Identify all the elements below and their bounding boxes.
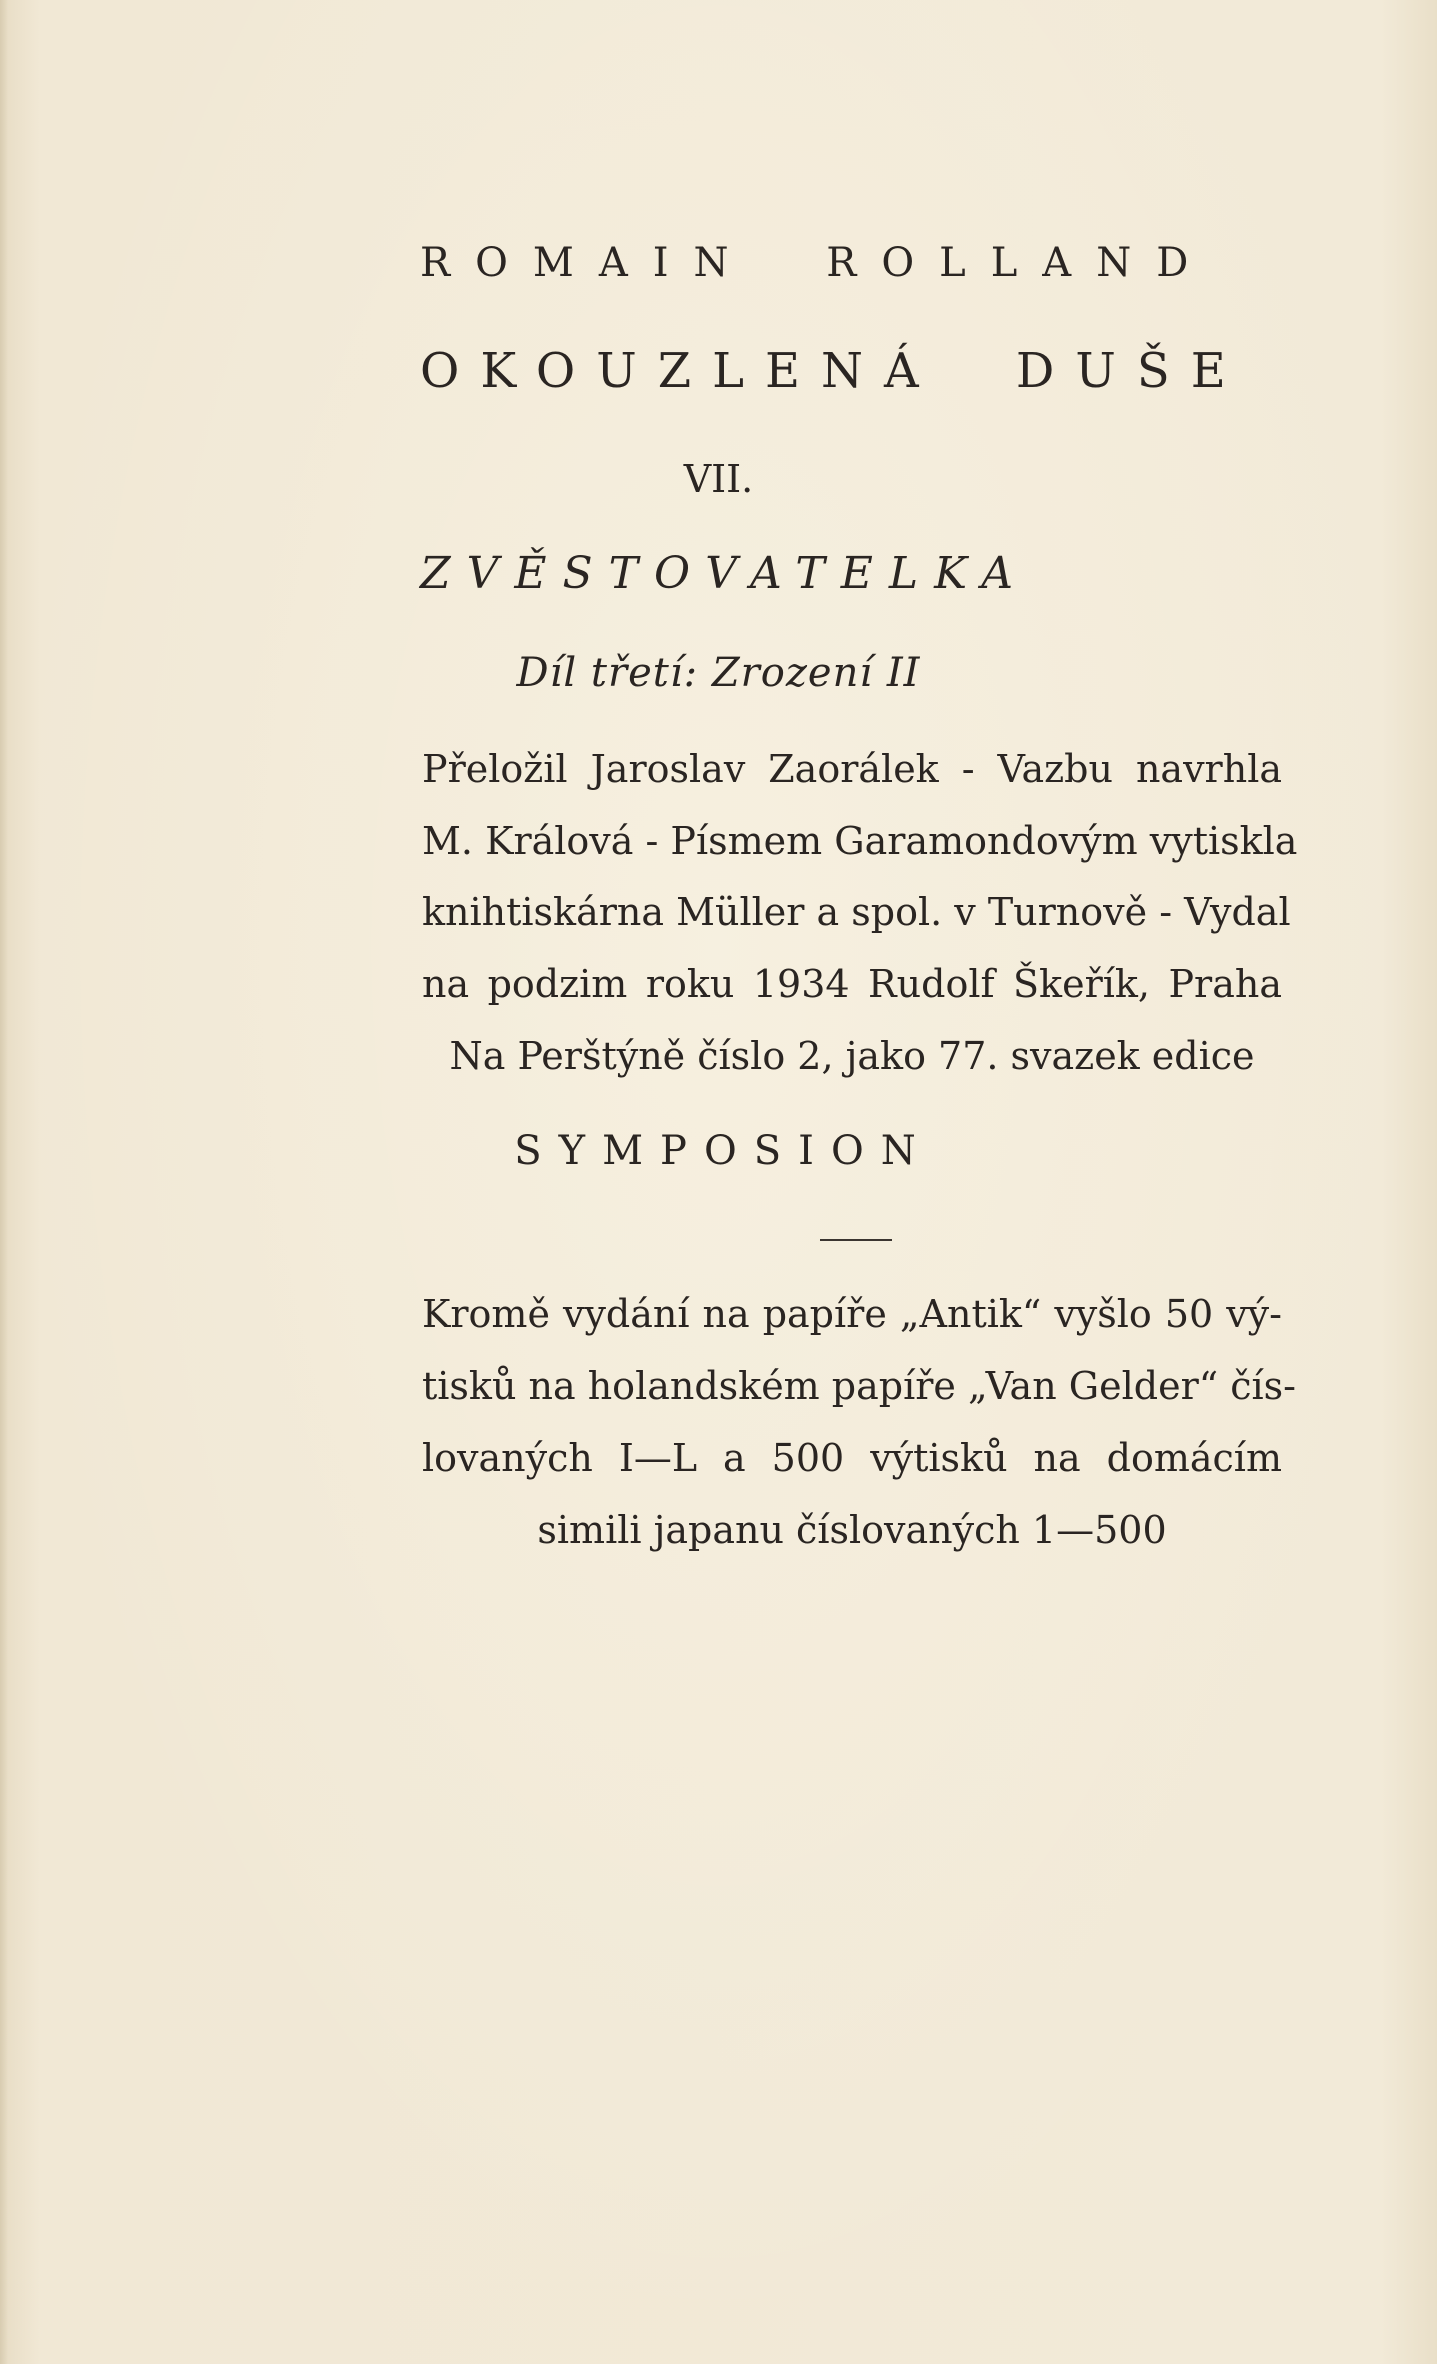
volume-subtitle: ZVĚSTOVATELKA bbox=[420, 548, 1029, 599]
book-title: OKOUZLENÁ DUŠE bbox=[420, 343, 1247, 399]
edition-note-line: simili japanu číslovaných 1—500 bbox=[537, 1508, 1167, 1552]
imprint-line: na podzim roku 1934 Rudolf Škeřík, Praha bbox=[422, 962, 1282, 1006]
edition-note-line: tisků na holandském papíře „Van Gelder“ čís- bbox=[422, 1364, 1297, 1408]
part-title: Díl třetí: Zrození II bbox=[516, 650, 921, 696]
edition-note-line: Kromě vydání na papíře „Antik“ vyšlo 50 vý- bbox=[422, 1292, 1282, 1336]
edition-name: SYMPOSION bbox=[514, 1128, 933, 1174]
edition-note-line: lovaných I—L a 500 výtisků na domácím bbox=[422, 1436, 1282, 1480]
imprint-line: knihtiskárna Müller a spol. v Turnově - Vydal bbox=[422, 890, 1291, 934]
page-left-edge bbox=[0, 0, 8, 2364]
imprint-line: Na Perštýně číslo 2, jako 77. svazek edice bbox=[449, 1034, 1255, 1078]
volume-number: VII. bbox=[683, 457, 754, 501]
imprint-line: M. Králová - Písmem Garamondovým vytiskla bbox=[422, 819, 1298, 863]
divider-rule bbox=[820, 1239, 892, 1241]
imprint-line: Přeložil Jaroslav Zaorálek - Vazbu navrhla bbox=[422, 747, 1282, 791]
author-name: ROMAIN ROLLAND bbox=[420, 240, 1214, 286]
